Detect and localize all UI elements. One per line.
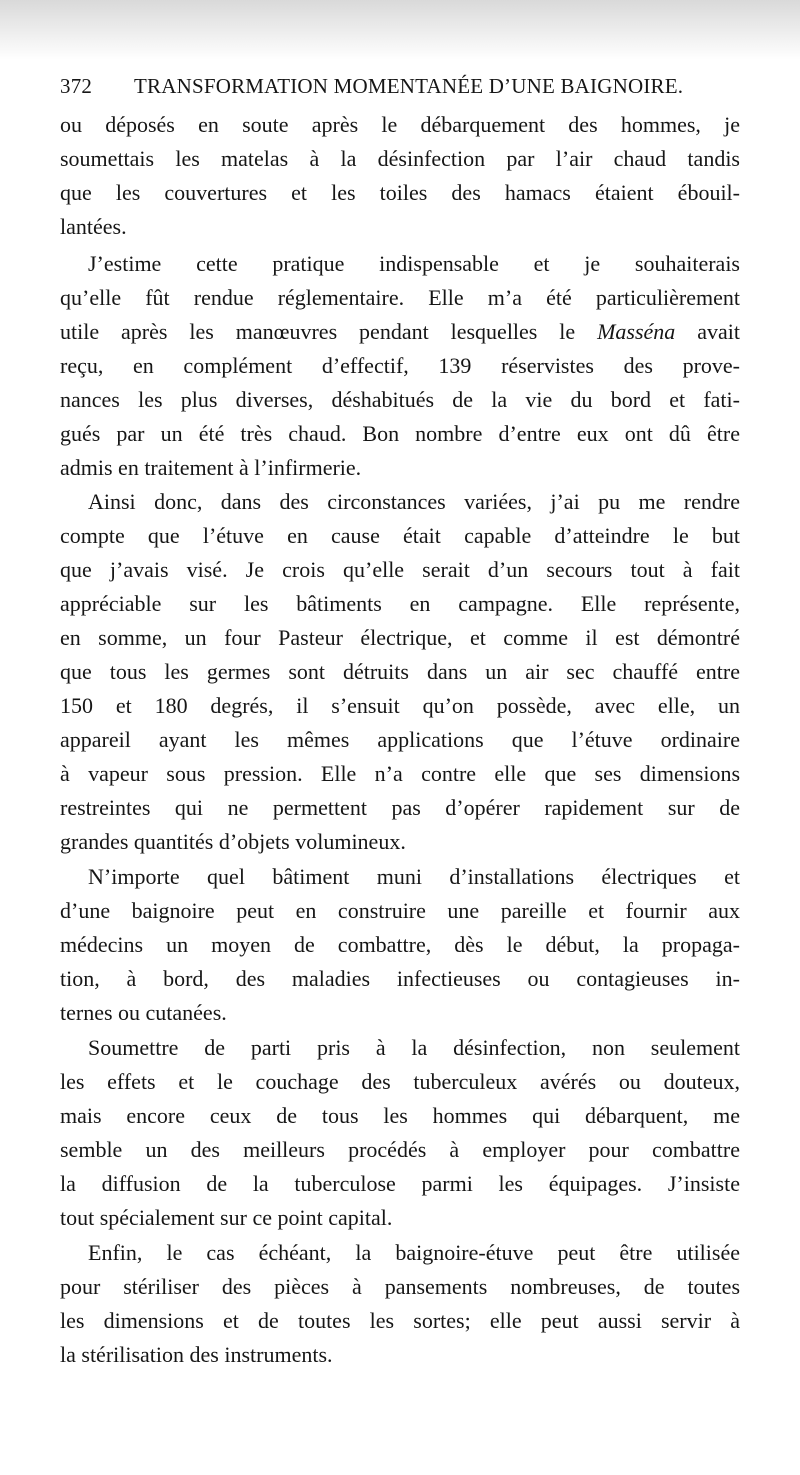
text-line: la diffusion de la tuberculose parmi les équipages. J’insiste — [60, 1171, 740, 1196]
paragraph-start-line: Ainsi donc, dans des circonstances variées, j’ai pu me rendre — [88, 489, 740, 514]
text-line: en somme, un four Pasteur électrique, et comme il est démontré — [60, 625, 740, 650]
text-run: utile après les manœuvres pendant lesquelles le — [60, 319, 598, 344]
text-line: ou déposés en soute après le débarquement des hommes, je — [60, 112, 740, 137]
paragraph-start-line: Enfin, le cas échéant, la baignoire-étuve peut être utilisée — [88, 1240, 740, 1265]
text-line: grandes quantités d’objets volumineux. — [60, 829, 406, 854]
text-line: les dimensions et de toutes les sortes; elle peut aussi servir à — [60, 1308, 740, 1333]
paragraph-start-line: Soumettre de parti pris à la désinfection, non seulement — [88, 1035, 740, 1060]
text-line: restreintes qui ne permettent pas d’opérer rapidement sur de — [60, 795, 740, 820]
text-line: compte que l’étuve en cause était capable d’atteindre le but — [60, 523, 740, 548]
text-line: mais encore ceux de tous les hommes qui débarquent, me — [60, 1103, 740, 1128]
text-line: que tous les germes sont détruits dans un air sec chauffé entre — [60, 659, 740, 684]
paragraph-start-line: N’importe quel bâtiment muni d’installations électriques et — [88, 864, 740, 889]
text-line: pour stériliser des pièces à pansements nombreuses, de toutes — [60, 1274, 740, 1299]
text-line: admis en traitement à l’infirmerie. — [60, 455, 362, 480]
text-line: qu’elle fût rendue réglementaire. Elle m’a été particulièrement — [60, 285, 740, 310]
page-number: 372 — [60, 74, 93, 98]
text-line: les effets et le couchage des tuberculeux avérés ou douteux, — [60, 1069, 740, 1094]
text-line — [60, 317, 740, 347]
text-line: reçu, en complément d’effectif, 139 réservistes des prove- — [60, 353, 740, 378]
page-header — [60, 74, 740, 104]
text-line: d’une baignoire peut en construire une pareille et fournir aux — [60, 898, 740, 923]
text-line: que les couvertures et les toiles des hamacs étaient ébouil- — [60, 180, 740, 205]
text-line: que j’avais visé. Je crois qu’elle serait d’un secours tout à fait — [60, 557, 740, 582]
text-line: tion, à bord, des maladies infectieuses ou contagieuses in- — [60, 966, 740, 991]
text-line: à vapeur sous pression. Elle n’a contre elle que ses dimensions — [60, 761, 740, 786]
text-line: ternes ou cutanées. — [60, 1000, 227, 1025]
text-line: lantées. — [60, 214, 127, 239]
text-line: soumettais les matelas à la désinfection par l’air chaud tandis — [60, 146, 740, 171]
text-line: 150 et 180 degrés, il s’ensuit qu’on possède, avec elle, un — [60, 693, 740, 718]
paragraph-start-line: J’estime cette pratique indispensable et je souhaiterais — [88, 251, 740, 276]
text-line: semble un des meilleurs procédés à employer pour combattre — [60, 1137, 740, 1162]
running-title: TRANSFORMATION MOMENTANÉE D’UNE BAIGNOIRE. — [134, 74, 684, 98]
text-line: appréciable sur les bâtiments en campagne. Elle représente, — [60, 591, 740, 616]
text-line: appareil ayant les mêmes applications que l’étuve ordinaire — [60, 727, 740, 752]
text-run: avait — [675, 319, 740, 344]
text-line: médecins un moyen de combattre, dès le début, la propaga- — [60, 932, 740, 957]
ship-name: Masséna — [597, 319, 676, 344]
text-line: tout spécialement sur ce point capital. — [60, 1205, 393, 1230]
text-line: gués par un été très chaud. Bon nombre d’entre eux ont dû être — [60, 421, 740, 446]
text-line: nances les plus diverses, déshabitués de la vie du bord et fati- — [60, 387, 740, 412]
page-top-shading — [0, 0, 800, 60]
text-line: la stérilisation des instruments. — [60, 1342, 333, 1367]
